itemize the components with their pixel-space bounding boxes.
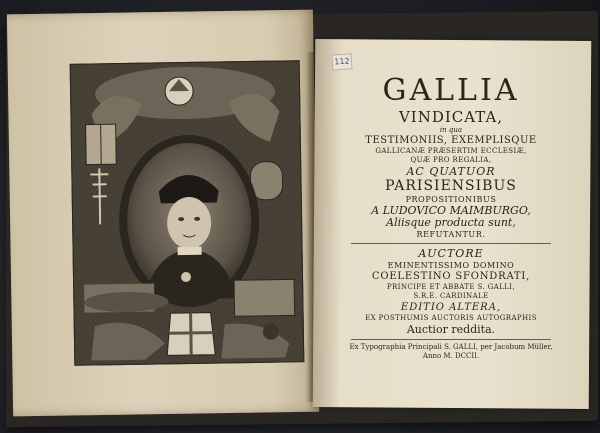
- title-line-10: EMINENTISSIMO DOMINO: [387, 261, 515, 270]
- title-line-6: PROPOSITIONIBUS: [405, 195, 497, 204]
- page-tag-label: 112: [331, 53, 352, 70]
- engraved-portrait: [70, 60, 305, 366]
- in-qua-text: in qua: [439, 126, 463, 134]
- title-line-8: Aliisque producta sunt,: [386, 216, 516, 229]
- title-line-12: S.R.E. CARDINALE: [413, 292, 489, 300]
- title-line-11: PRINCIPE ET ABBATE S. GALLI,: [386, 283, 516, 291]
- divider-rule: [351, 243, 551, 244]
- book-title: GALLIA: [382, 73, 520, 108]
- title-line-7: A LUDOVICO MAIMBURGO,: [371, 204, 531, 217]
- divider-rule-2: [351, 339, 551, 340]
- title-line-1: TESTIMONIIS, EXEMPLISQUE: [365, 135, 537, 146]
- book-subtitle: VINDICATA,: [398, 108, 504, 126]
- title-page-text: [320, 74, 582, 361]
- edition-label: EDITIO ALTERA,: [400, 302, 502, 313]
- title-line-13: EX POSTHUMIS AUCTORIS AUTOGRAPHIS: [365, 314, 537, 322]
- title-line-4: AC QUATUOR: [406, 165, 496, 178]
- title-line-3: QUÆ PRO REGALIA,: [410, 156, 492, 164]
- auctore-label: AUCTORE: [418, 247, 484, 260]
- title-line-14: Auctior reddita.: [406, 323, 496, 336]
- title-line-9: REFUTANTUR.: [416, 230, 486, 239]
- title-line-2: GALLICANÆ PRÆSERTIM ECCLESIÆ,: [375, 147, 527, 155]
- imprint-line-2: Anno M. DCCII.: [422, 352, 480, 360]
- title-line-5: PARISIENSIBUS: [385, 178, 517, 194]
- author-name: COELESTINO SFONDRATI,: [371, 271, 531, 282]
- imprint-line-1: Ex Typographia Principali S. GALLI, per Jacobum Müller,: [349, 343, 553, 351]
- engraving-illustration: [71, 61, 304, 365]
